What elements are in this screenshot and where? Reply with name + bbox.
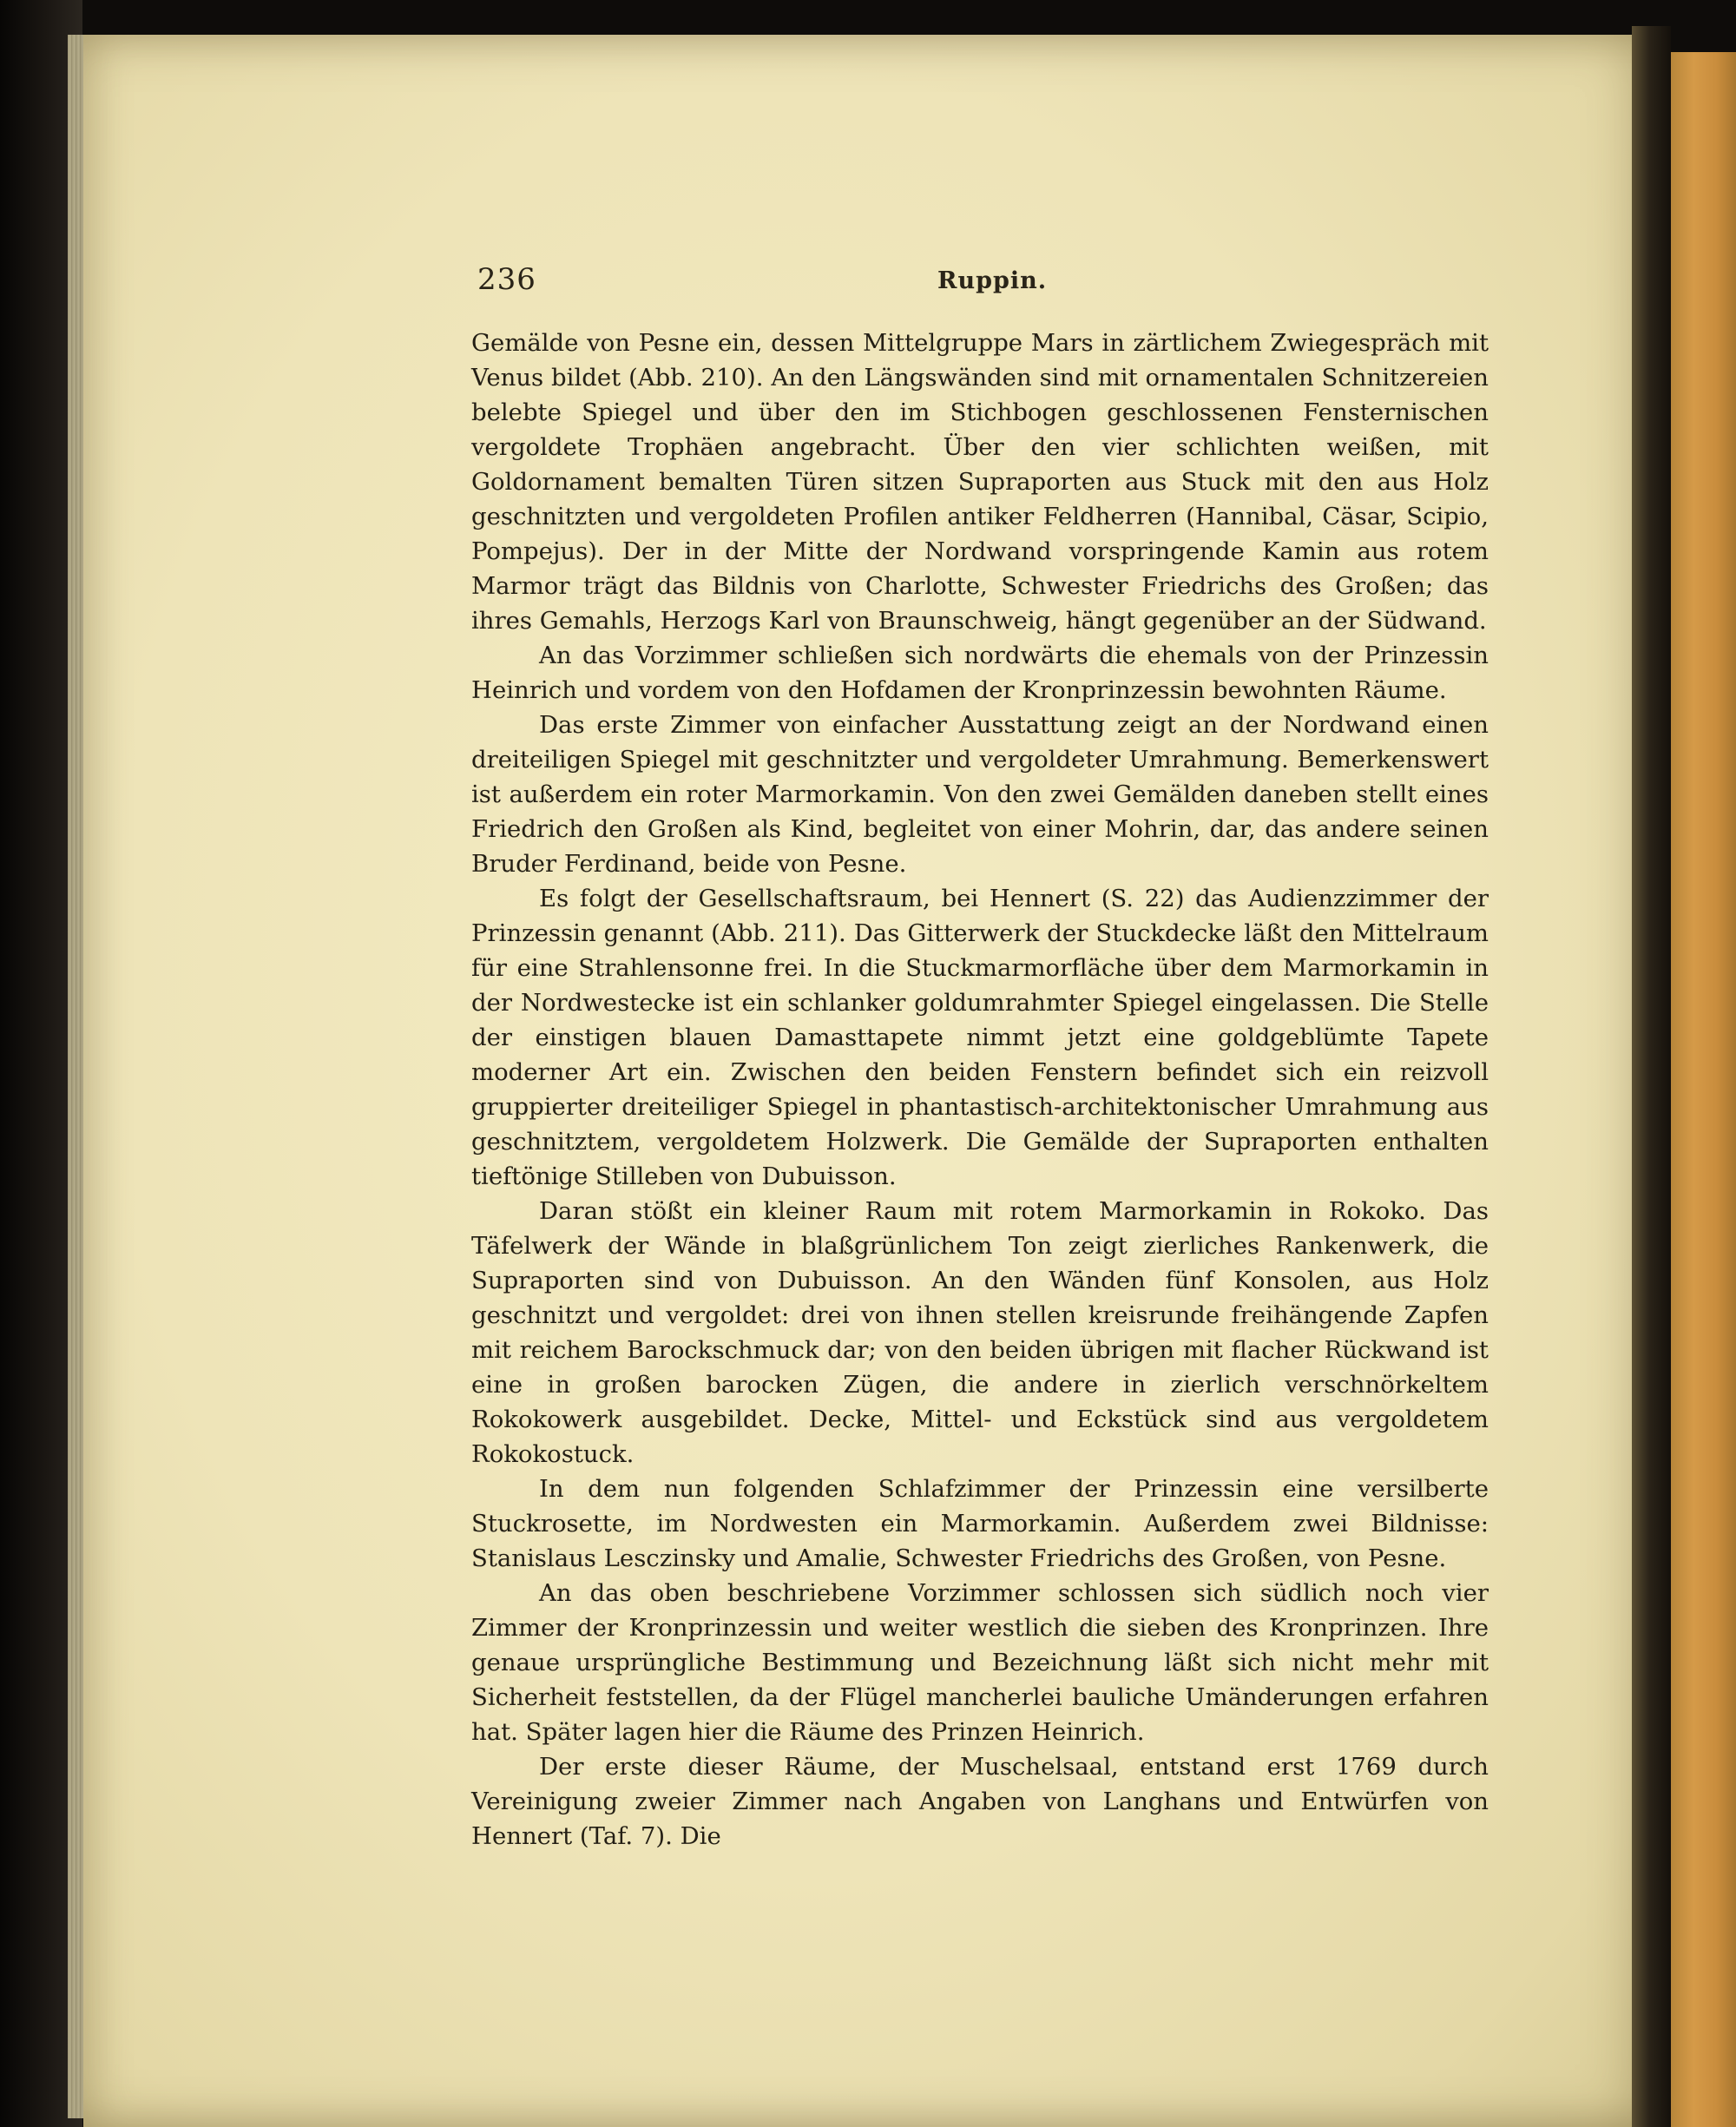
paragraph: Der erste dieser Räume, der Muschelsaal, entstand erst 1769 durch Vereinigung zweier Zimmer nach Angaben von Langhans und Entwürfen von Hennert (Taf. 7). Die xyxy=(471,1753,1489,1850)
running-head xyxy=(477,262,1484,314)
running-title: Ruppin. xyxy=(937,267,1048,294)
paragraph: An das Vorzimmer schließen sich nordwärts die ehemals von der Prinzessin Heinrich und vordem von den Hofdamen der Kronprinzessin bewohnten Räume. xyxy=(471,642,1489,704)
paragraph: In dem nun folgenden Schlafzimmer der Prinzessin eine versilberte Stuckrosette, im Nordwesten ein Marmorkamin. Außerdem zwei Bildnisse: Stanislaus Lesczinsky und Amalie, Schwester Friedrichs des Großen, von Pesne. xyxy=(471,1475,1489,1572)
book-gutter xyxy=(1632,26,1671,2127)
scan-background-corner xyxy=(1671,0,1736,52)
paragraph: An das oben beschriebene Vorzimmer schlossen sich südlich noch vier Zimmer der Kronprinzessin und weiter westlich die sieben des Kronprinzen. Ihre genaue ursprüngliche Bestimmung und Bezeichnung läßt sich nicht mehr mit Sicherheit feststellen, da der Flügel mancherlei bauliche Umänderungen erfahren hat. Später lagen hier die Räume des Prinzen Heinrich. xyxy=(471,1579,1489,1746)
body-text xyxy=(471,326,1489,1850)
paragraph: Gemälde von Pesne ein, dessen Mittelgruppe Mars in zärtlichem Zwiegespräch mit Venus bildet (Abb. 210). An den Längswänden sind mit ornamentalen Schnitzereien belebte Spiegel und über den im Stichbogen geschlossenen Fensternischen vergoldete Trophäen angebracht. Über den vier schlichten weißen, mit Goldornament bemalten Türen sitzen Supraporten aus Stuck mit den aus Holz geschnitzten und vergoldeten Profilen antiker Feldherren (Hannibal, Cäsar, Scipio, Pompejus). Der in der Mitte der Nordwand vorspringende Kamin aus rotem Marmor trägt das Bildnis von Charlotte, Schwester Friedrichs des Großen; das ihres Gemahls, Herzogs Karl von Braunschweig, hängt gegenüber an der Südwand. xyxy=(471,329,1489,635)
facing-page-edge xyxy=(1671,52,1736,2127)
paragraph: Daran stößt ein kleiner Raum mit rotem Marmorkamin in Rokoko. Das Täfelwerk der Wände in blaßgrünlichem Ton zeigt zierliches Rankenwerk, die Supraporten sind von Dubuisson. An den Wänden fünf Konsolen, aus Holz geschnitzt und vergoldet: drei von ihnen stellen kreisrunde freihängende Zapfen mit reichem Barockschmuck dar; von den beiden übrigen mit flacher Rückwand ist eine in großen barocken Zügen, die andere in zierlich verschnörkeltem Rokokowerk ausgebildet. Decke, Mittel- und Eckstück sind aus vergoldetem Rokokostuck. xyxy=(471,1197,1489,1468)
page-number: 236 xyxy=(477,262,536,297)
paragraph: Es folgt der Gesellschaftsraum, bei Hennert (S. 22) das Audienzzimmer der Prinzessin genannt (Abb. 211). Das Gitterwerk der Stuckdecke läßt den Mittelraum für eine Strahlensonne frei. In die Stuckmarmorfläche über dem Marmorkamin in der Nordwestecke ist ein schlanker goldumrahmter Spiegel eingelassen. Die Stelle der einstigen blauen Damasttapete nimmt jetzt eine goldgeblümte Tapete moderner Art ein. Zwischen den beiden Fenstern befindet sich ein reizvoll gruppierter dreiteiliger Spiegel in phantastisch-architektonischer Umrahmung aus geschnitztem, vergoldetem Holzwerk. Die Gemälde der Supraporten enthalten tieftönige Stilleben von Dubuisson. xyxy=(471,885,1489,1190)
paragraph: Das erste Zimmer von einfacher Ausstattung zeigt an der Nordwand einen dreiteiligen Spiegel mit geschnitzter und vergoldeter Umrahmung. Bemerkenswert ist außerdem ein roter Marmorkamin. Von den zwei Gemälden daneben stellt eines Friedrich den Großen als Kind, begleitet von einer Mohrin, dar, das andere seinen Bruder Ferdinand, beide von Pesne. xyxy=(471,711,1489,878)
